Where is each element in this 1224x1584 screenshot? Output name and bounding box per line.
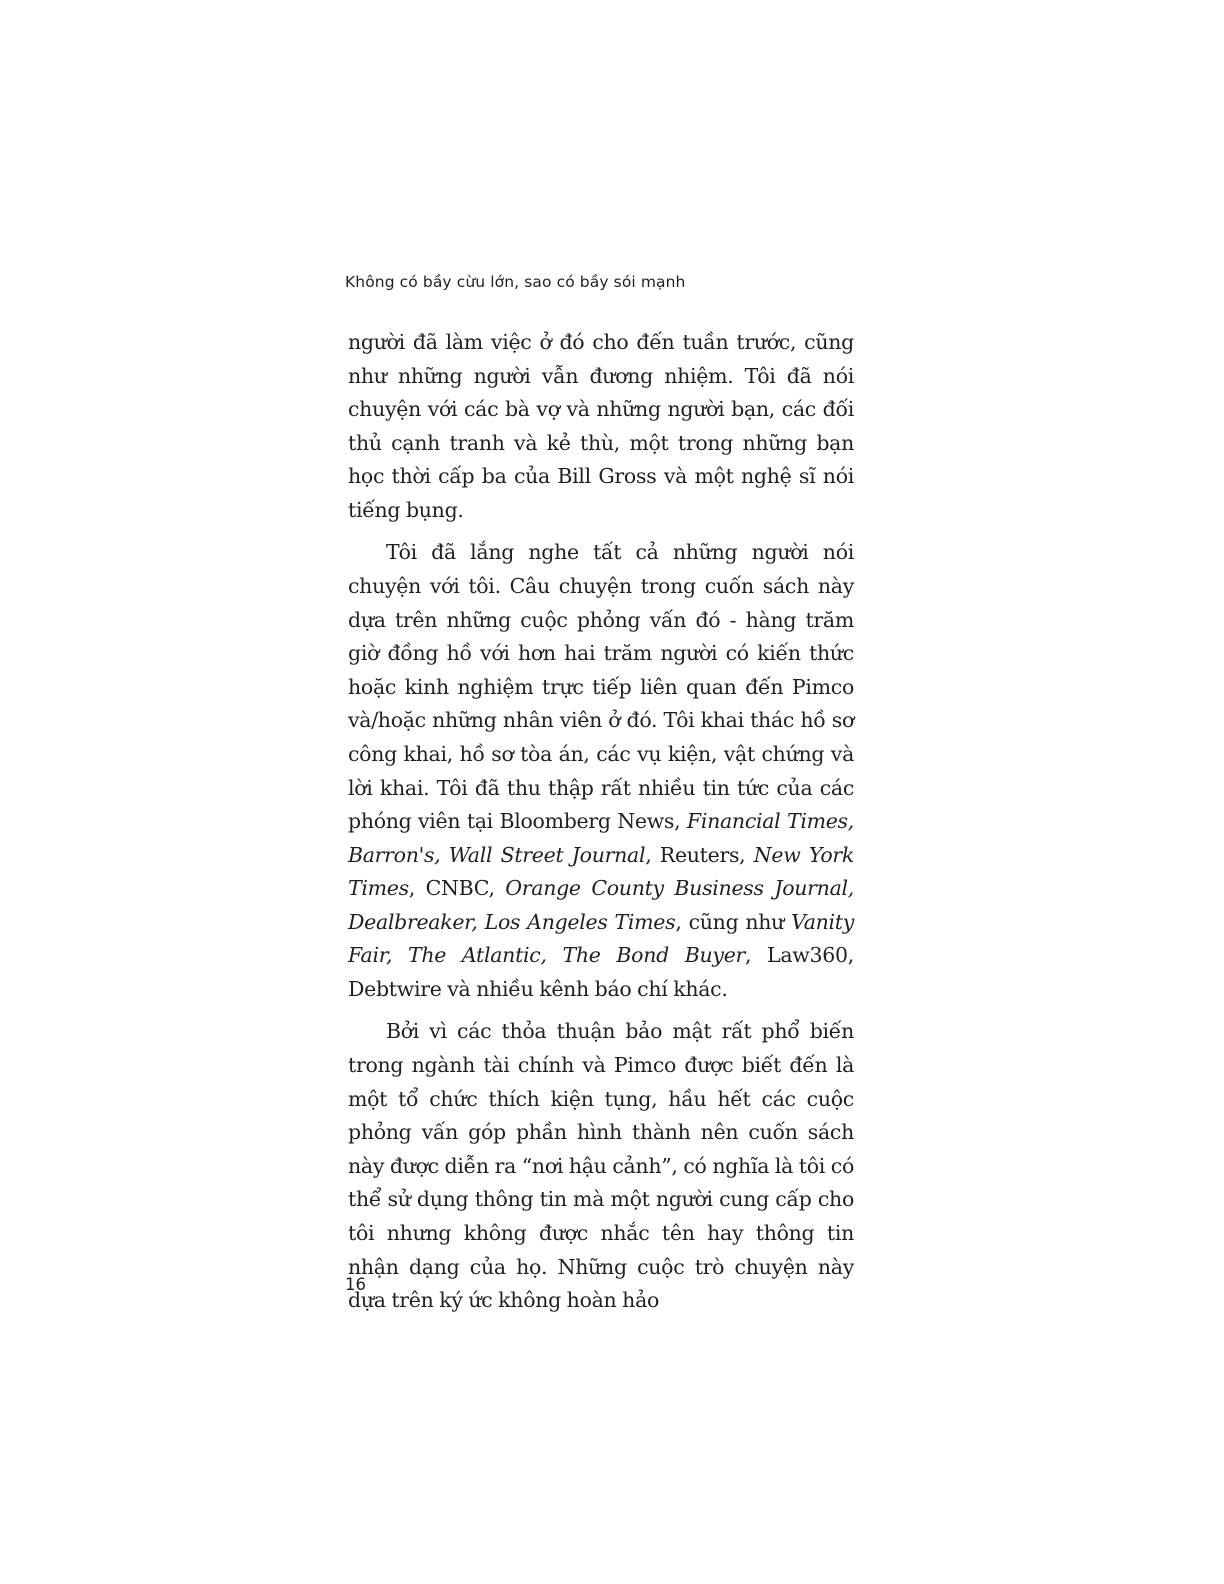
paragraph-2-text-5: , Law360, Debtwire và nhiều kênh báo chí khác. [348, 943, 854, 1002]
paragraph-2-text-1: Tôi đã lắng nghe tất cả những người nói chuyện với tôi. Câu chuyện trong cuốn sách này dựa trên những cuộc phỏng vấn đó - hàng trăm giờ đồng hồ với hơn hai trăm người có kiến thức hoặc kinh nghiệm trực tiếp liên quan đến Pimco và/hoặc những nhân viên ở đó. Tôi khai thác hồ sơ công khai, hồ sơ tòa án, các vụ kiện, vật chứng và lời khai. Tôi đã thu thập rất nhiều tin tức của các phóng viên tại Bloomberg News, [348, 540, 854, 834]
paragraph-3: Bởi vì các thỏa thuận bảo mật rất phổ biến trong ngành tài chính và Pimco được biết đến là một tổ chức thích kiện tụng, hầu hết các cuộc phỏng vấn góp phần hình thành nên cuốn sách này được diễn ra “nơi hậu cảnh”, có nghĩa là tôi có thể sử dụng thông tin mà một người cung cấp cho tôi nhưng không được nhắc tên hay thông tin nhận dạng của họ. Những cuộc trò chuyện này dựa trên ký ức không hoàn hảo [348, 1019, 854, 1313]
publication-names-2: New York Times [348, 842, 854, 901]
paragraph-1: người đã làm việc ở đó cho đến tuần trước, cũng như những người vẫn đương nhiệm. Tôi đã nói chuyện với các bà vợ và những người bạn, các đối thủ cạnh tranh và kẻ thù, một trong những bạn học thời cấp ba của Bill Gross và một nghệ sĩ nói tiếng bụng. [348, 330, 854, 522]
paragraph-2-text-3: , CNBC, [408, 876, 506, 901]
publication-names-4: Vanity Fair, The Atlantic, The Bond Buyer [348, 909, 855, 968]
paragraph-2-text-2: , Reuters, [645, 842, 754, 867]
paragraph-2-text-4: , cũng như [675, 909, 792, 934]
body-text [348, 326, 854, 1318]
running-header: Không có bầy cừu lớn, sao có bầy sói mạnh [345, 273, 686, 291]
paragraph-2 [348, 536, 854, 1006]
publication-names-3: Orange County Business Journal, Dealbreaker, Los Angeles Times [348, 876, 854, 934]
page-number: 16 [345, 1275, 366, 1294]
publication-names-1: Financial Times, Barron's, Wall Street Journal [348, 809, 854, 867]
